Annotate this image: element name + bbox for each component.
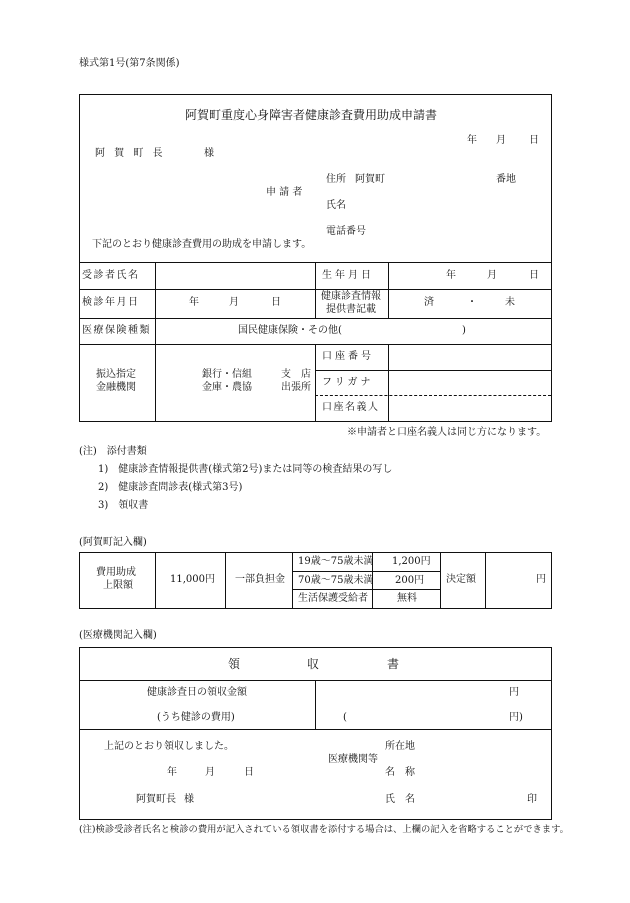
receipt-addressee-suffix: 様 (184, 794, 194, 805)
branch-label-1: 支 店 (281, 369, 311, 380)
receipt-amount-yen: 円 (509, 687, 519, 698)
address-number-label: 番地 (496, 174, 516, 185)
branch-label-2: 出張所 (281, 382, 311, 393)
exam-fee-label: (うち健診の費用) (157, 712, 235, 723)
location-label: 所在地 (385, 741, 415, 752)
receipt-month[interactable]: 月 (205, 767, 215, 778)
same-person-note: ※申請者と口座名義人は同じ方になります。 (347, 427, 547, 438)
info-provided-label-2: 提供書記載 (326, 304, 376, 315)
copay-row-label-3: 生活保護受給者 (298, 593, 368, 604)
account-holder-label: 口座名義人 (322, 402, 380, 413)
copay-row-label-1: 19歳～75歳未満 (298, 556, 374, 567)
form-number-label: 様式第1号(第7条関係) (79, 58, 180, 69)
application-date-day[interactable]: 日 (529, 135, 539, 146)
bottom-note: (注)検診受診者氏名と検診の費用が記入されている領収書を添付する場合は、上欄の記入を省略することができます。 (79, 824, 569, 835)
account-number-field[interactable] (392, 347, 547, 368)
attachment-item-3: 3) 領収書 (98, 500, 149, 511)
copay-label: 一部負担金 (235, 574, 285, 585)
medical-section-title: (医療機関記入欄) (79, 630, 157, 641)
town-section-title: (阿賀町記入欄) (79, 537, 147, 548)
birth-year[interactable]: 年 (446, 270, 456, 281)
copay-row-label-2: 70歳～75歳未満 (298, 575, 374, 586)
application-statement: 下記のとおり健康診査費用の助成を申請します。 (92, 239, 312, 250)
exam-month[interactable]: 月 (229, 297, 239, 308)
copay-row-value-1: 1,200円 (392, 556, 431, 567)
address-town: 阿賀町 (355, 174, 385, 185)
exam-date-label: 検診年月日 (82, 297, 140, 308)
limit-label-2: 上限額 (103, 580, 133, 591)
exam-fee-field[interactable] (353, 709, 503, 727)
receipt-amount-label: 健康診査日の領収金額 (147, 687, 247, 698)
person-name-label: 氏 名 (385, 794, 415, 805)
receipt-addressee: 阿賀町長 (136, 794, 176, 805)
received-statement: 上記のとおり領収しました。 (104, 741, 234, 752)
insurance-close-paren: ) (462, 325, 466, 336)
furigana-field[interactable] (392, 373, 547, 393)
receipt-title-3: 書 (387, 657, 400, 671)
limit-value: 11,000円 (170, 574, 215, 585)
seal-mark: 印 (527, 794, 537, 805)
examinee-name-label: 受診者氏名 (82, 270, 140, 281)
receipt-year[interactable]: 年 (167, 767, 177, 778)
birth-date-label: 生年月日 (322, 270, 374, 281)
not-done-option[interactable]: 未 (505, 297, 515, 308)
exam-day[interactable]: 日 (271, 297, 281, 308)
decided-amount-yen: 円 (536, 574, 546, 585)
receipt-title-1: 領 (228, 657, 241, 671)
decided-amount-field[interactable] (488, 560, 536, 602)
address-label: 住所 (326, 174, 346, 185)
info-provided-label-1: 健康診査情報 (321, 291, 381, 302)
copay-row-value-3: 無料 (397, 593, 417, 604)
applicant-label: 申 請 者 (266, 187, 303, 198)
bank-label-2: 金融機関 (96, 382, 136, 393)
done-option[interactable]: 済 (424, 297, 434, 308)
exam-fee-open: ( (343, 712, 347, 723)
institution-label: 医療機関等 (328, 754, 378, 765)
bank-types-2[interactable]: 金庫・農協 (202, 382, 252, 393)
addressee-suffix: 様 (204, 148, 214, 159)
applicant-name-label: 氏名 (326, 200, 346, 211)
exam-fee-close: 円) (509, 712, 523, 723)
receipt-day[interactable]: 日 (244, 767, 254, 778)
application-date-month[interactable]: 月 (496, 135, 506, 146)
application-date-year[interactable]: 年 (467, 135, 477, 146)
receipt-amount-field[interactable] (320, 684, 505, 702)
attachment-item-2: 2) 健康診査問診表(様式第3号) (98, 482, 243, 493)
decided-amount-label: 決定額 (446, 574, 476, 585)
copay-row-value-2: 200円 (395, 575, 425, 586)
insurance-type-label: 医療保険種類 (82, 325, 151, 336)
receipt-title-2: 収 (307, 657, 320, 671)
exam-year[interactable]: 年 (189, 297, 199, 308)
attachments-title: (注) 添付書類 (79, 446, 147, 457)
facility-name-label: 名 称 (385, 767, 415, 778)
insurance-type-value[interactable]: 国民健康保険・その他( (238, 325, 342, 336)
attachment-item-1: 1) 健康診査情報提供書(様式第2号)または同等の検査結果の写し (98, 464, 393, 475)
limit-label-1: 費用助成 (96, 567, 136, 578)
account-number-label: 口座番号 (322, 351, 374, 362)
examinee-name-field[interactable] (160, 264, 310, 288)
account-holder-field[interactable] (392, 398, 547, 419)
phone-label: 電話番号 (326, 226, 366, 237)
form-title: 阿賀町重度心身障害者健康診査費用助成申請書 (185, 108, 438, 122)
bank-types-1[interactable]: 銀行・信組 (202, 369, 252, 380)
birth-day[interactable]: 日 (529, 270, 539, 281)
option-separator: ・ (467, 297, 477, 308)
furigana-label: フリガナ (322, 377, 374, 388)
birth-month[interactable]: 月 (487, 270, 497, 281)
addressee-title: 阿 賀 町 長 (95, 148, 166, 159)
bank-label-1: 振込指定 (96, 369, 136, 380)
